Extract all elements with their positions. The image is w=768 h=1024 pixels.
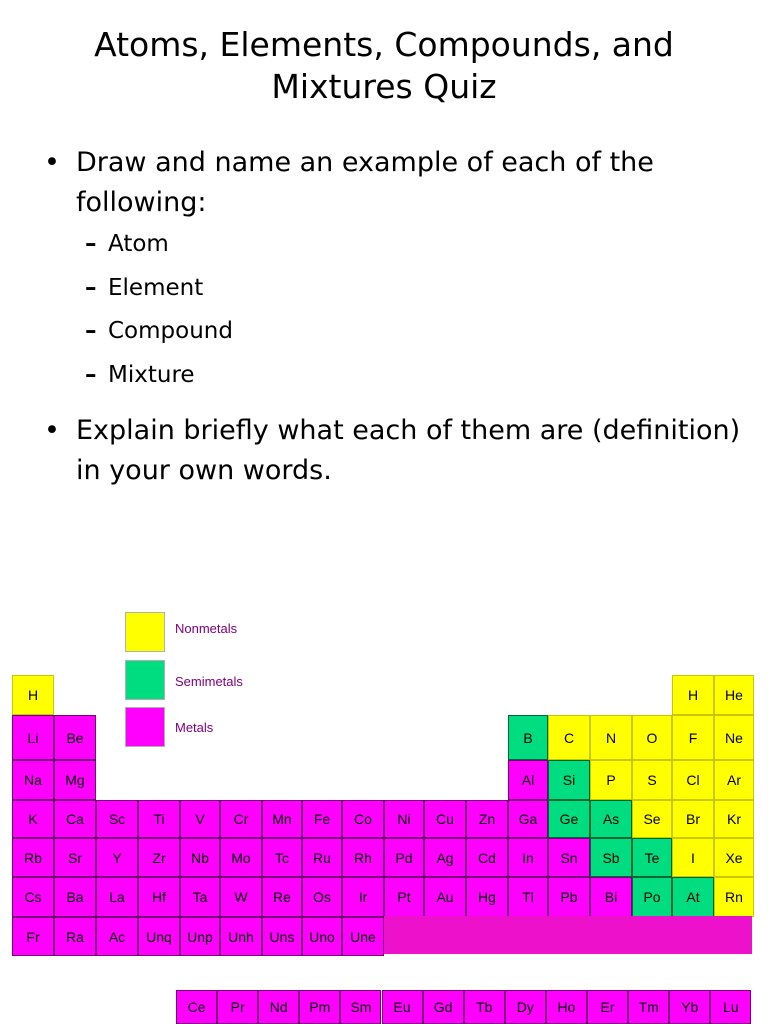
element-cell-tc: Tc	[262, 838, 302, 877]
subitem-text: Mixture	[108, 361, 195, 388]
subitem-element	[44, 273, 744, 317]
element-cell-ti: Ti	[138, 800, 180, 838]
element-cell-sr: Sr	[54, 838, 96, 877]
element-cell-c: C	[548, 715, 590, 760]
element-cell-ta: Ta	[180, 877, 220, 917]
element-cell-eu: Eu	[382, 990, 423, 1024]
element-cell-zr: Zr	[138, 838, 180, 877]
element-cell-na: Na	[12, 760, 54, 800]
title-line-2: Mixtures Quiz	[271, 67, 497, 106]
bullet-explain	[44, 411, 744, 491]
title-line-1: Atoms, Elements, Compounds, and	[94, 25, 674, 64]
element-cell-k: K	[12, 800, 54, 838]
element-cell-fr: Fr	[12, 917, 54, 956]
element-cell-ce: Ce	[176, 990, 217, 1024]
legend-semimetals-label: Semimetals	[175, 674, 243, 689]
element-cell-ho: Ho	[546, 990, 587, 1024]
bullet-icon: •	[44, 415, 60, 446]
periodic-table-empty-row	[384, 916, 752, 954]
element-cell-se: Se	[632, 800, 672, 838]
element-cell-al: Al	[508, 760, 548, 800]
dash-icon: –	[85, 274, 97, 301]
element-cell-pt: Pt	[384, 877, 424, 917]
element-cell-h: H	[12, 675, 54, 715]
element-cell-unh: Unh	[220, 917, 262, 956]
legend-nonmetals-label: Nonmetals	[175, 621, 238, 636]
element-cell-hg: Hg	[466, 877, 508, 917]
element-cell-kr: Kr	[714, 800, 754, 838]
element-cell-at: At	[672, 877, 714, 917]
element-cell-uno: Uno	[302, 917, 342, 956]
legend-metals-label: Metals	[175, 720, 214, 735]
element-cell-dy: Dy	[505, 990, 546, 1024]
bullet-explain-text: Explain briefly what each of them are (definition) in your own words.	[76, 415, 741, 486]
element-cell-pd: Pd	[384, 838, 424, 877]
element-cell-sn: Sn	[548, 838, 590, 877]
subitem-text: Atom	[108, 231, 169, 257]
dash-icon: –	[85, 361, 97, 388]
element-cell-unq: Unq	[138, 917, 180, 956]
subitem-text: Compound	[108, 318, 233, 344]
element-cell-ni: Ni	[384, 800, 424, 838]
legend-semimetal-swatch	[125, 660, 165, 700]
element-cell-be: Be	[54, 715, 96, 760]
element-cell-au: Au	[424, 877, 466, 917]
element-cell-sm: Sm	[340, 990, 381, 1024]
page-title	[0, 24, 768, 108]
bullet-list	[44, 143, 744, 497]
element-cell-tm: Tm	[628, 990, 669, 1024]
dash-icon: –	[85, 318, 97, 344]
element-cell-xe: Xe	[714, 838, 754, 877]
element-cell-os: Os	[302, 877, 342, 917]
element-cell-y: Y	[96, 838, 138, 877]
element-cell-li: Li	[12, 715, 54, 760]
element-cell-rh: Rh	[342, 838, 384, 877]
subitem-text: Element	[108, 274, 204, 301]
element-cell-ba: Ba	[54, 877, 96, 917]
legend-metal-swatch	[125, 707, 165, 747]
element-cell-mg: Mg	[54, 760, 96, 800]
element-cell-mn: Mn	[262, 800, 302, 838]
element-cell-sb: Sb	[590, 838, 632, 877]
element-cell-zn: Zn	[466, 800, 508, 838]
element-cell-nb: Nb	[180, 838, 220, 877]
element-cell-hf: Hf	[138, 877, 180, 917]
element-cell-cd: Cd	[466, 838, 508, 877]
element-cell-tl: Tl	[508, 877, 548, 917]
element-cell-f: F	[672, 715, 714, 760]
element-cell-h: H	[672, 675, 714, 715]
element-cell-uns: Uns	[262, 917, 302, 956]
element-cell-cs: Cs	[12, 877, 54, 917]
element-cell-bi: Bi	[590, 877, 632, 917]
element-cell-s: S	[632, 760, 672, 800]
subitem-compound	[44, 316, 744, 360]
element-cell-n: N	[590, 715, 632, 760]
element-cell-sc: Sc	[96, 800, 138, 838]
element-cell-si: Si	[548, 760, 590, 800]
element-cell-unp: Unp	[180, 917, 220, 956]
bullet-draw-text: Draw and name an example of each of the following:	[76, 147, 654, 218]
legend-nonmetal-swatch	[125, 612, 165, 652]
element-cell-re: Re	[262, 877, 302, 917]
element-cell-tb: Tb	[464, 990, 505, 1024]
element-cell-ge: Ge	[548, 800, 590, 838]
element-cell-rb: Rb	[12, 838, 54, 877]
bullet-draw	[44, 143, 744, 223]
dash-icon: –	[85, 231, 97, 257]
element-cell-te: Te	[632, 838, 672, 877]
element-cell-he: He	[714, 675, 754, 715]
element-cell-ar: Ar	[714, 760, 754, 800]
element-cell-b: B	[508, 715, 548, 760]
element-cell-ac: Ac	[96, 917, 138, 956]
element-cell-w: W	[220, 877, 262, 917]
bullet-icon: •	[44, 147, 60, 178]
element-cell-rn: Rn	[714, 877, 754, 917]
element-cell-ga: Ga	[508, 800, 548, 838]
element-cell-as: As	[590, 800, 632, 838]
element-cell-nd: Nd	[258, 990, 299, 1024]
element-cell-br: Br	[672, 800, 714, 838]
element-cell-ne: Ne	[714, 715, 754, 760]
element-cell-po: Po	[632, 877, 672, 917]
element-cell-fe: Fe	[302, 800, 342, 838]
element-cell-gd: Gd	[423, 990, 464, 1024]
subitem-mixture	[44, 360, 744, 404]
element-cell-i: I	[672, 838, 714, 877]
element-cell-o: O	[632, 715, 672, 760]
element-cell-v: V	[180, 800, 220, 838]
element-cell-in: In	[508, 838, 548, 877]
element-cell-yb: Yb	[669, 990, 710, 1024]
element-cell-ir: Ir	[342, 877, 384, 917]
subitem-atom	[44, 229, 744, 273]
element-cell-ca: Ca	[54, 800, 96, 838]
element-cell-p: P	[590, 760, 632, 800]
element-cell-pm: Pm	[299, 990, 340, 1024]
element-cell-ag: Ag	[424, 838, 466, 877]
element-cell-ra: Ra	[54, 917, 96, 956]
element-cell-ru: Ru	[302, 838, 342, 877]
element-cell-mo: Mo	[220, 838, 262, 877]
element-cell-pb: Pb	[548, 877, 590, 917]
element-cell-une: Une	[342, 917, 384, 956]
element-cell-lu: Lu	[710, 990, 751, 1024]
element-cell-pr: Pr	[217, 990, 258, 1024]
element-cell-cu: Cu	[424, 800, 466, 838]
element-cell-cl: Cl	[672, 760, 714, 800]
element-cell-cr: Cr	[220, 800, 262, 838]
element-cell-er: Er	[587, 990, 628, 1024]
element-cell-la: La	[96, 877, 138, 917]
element-cell-co: Co	[342, 800, 384, 838]
